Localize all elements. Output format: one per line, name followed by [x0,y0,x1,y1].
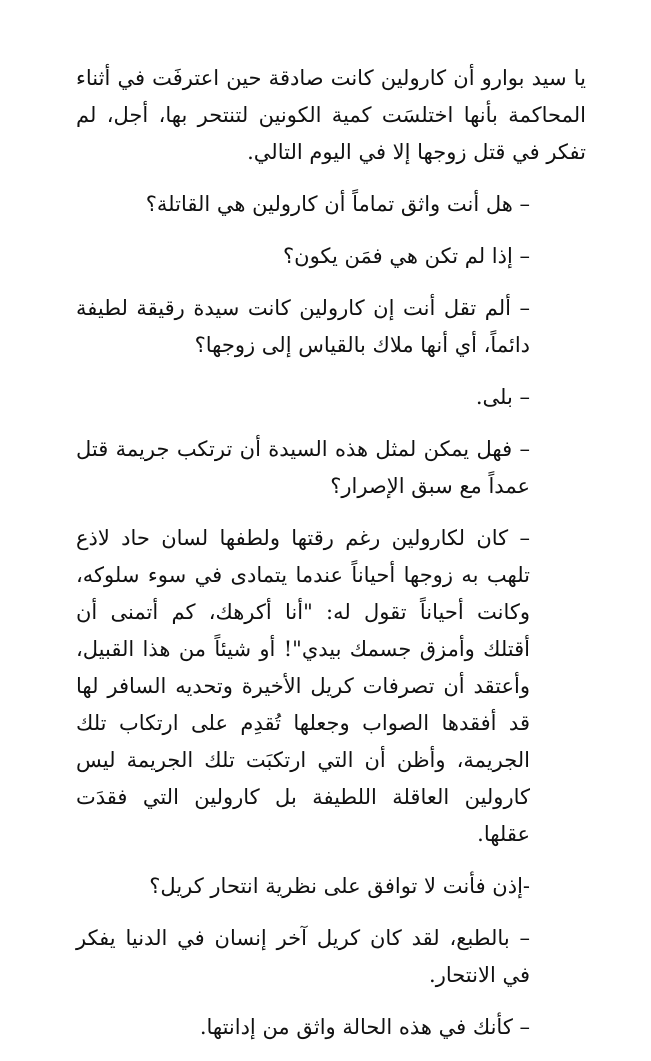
document-page [76,60,586,1061]
dialogue-line: – ألم تقل أنت إن كارولين كانت سيدة رقيقة لطيفة دائماً، أي أنها ملاك بالقياس إلى زوجها؟ [76,296,530,357]
dialogue-line: – كان لكارولين رغم رقتها ولطفها لسان حاد لاذع تلهب به زوجها أحياناً عندما يتمادى في سوء سلوكه، وكانت أحياناً تقول له: "أنا أكرهك، كم أتمنى أن أقتلك وأمزق جسمك بيدي"! أو شيئاً من هذا القبيل، وأعتقد أن تصرفات كريل الأخيرة وتحديه السافر لها قد أفقدها الصواب وجعلها تُقدِم على ارتكاب تلك الجريمة، وأظن أن التي ارتكبَت تلك الجريمة ليس كارولين العاقلة اللطيفة بل كارولين التي فقدَت عقلها. [76,526,530,846]
dialogue-line: – فهل يمكن لمثل هذه السيدة أن ترتكب جريمة قتل عمداً مع سبق الإصرار؟ [76,437,530,498]
dialogue-line: – بالطبع، لقد كان كريل آخر إنسان في الدنيا يفكر في الانتحار. [76,926,530,987]
paragraph: يا سيد بوارو أن كارولين كانت صادقة حين اعترفَت في أثناء المحاكمة بأنها اختلسَت كمية الكونين لتنتحر بها، أجل، لم تفكر في قتل زوجها إلا في اليوم التالي. [76,66,586,164]
dialogue-line: – إذا لم تكن هي فمَن يكون؟ [283,244,530,268]
dialogue-line: – هل أنت واثق تماماً أن كارولين هي القاتلة؟ [145,192,530,216]
dialogue-line: -إذن فأنت لا توافق على نظرية انتحار كريل؟ [149,874,530,898]
dialogue-line: – بلى. [475,385,530,409]
dialogue-line: – كأنك في هذه الحالة واثق من إدانتها. [199,1015,530,1039]
